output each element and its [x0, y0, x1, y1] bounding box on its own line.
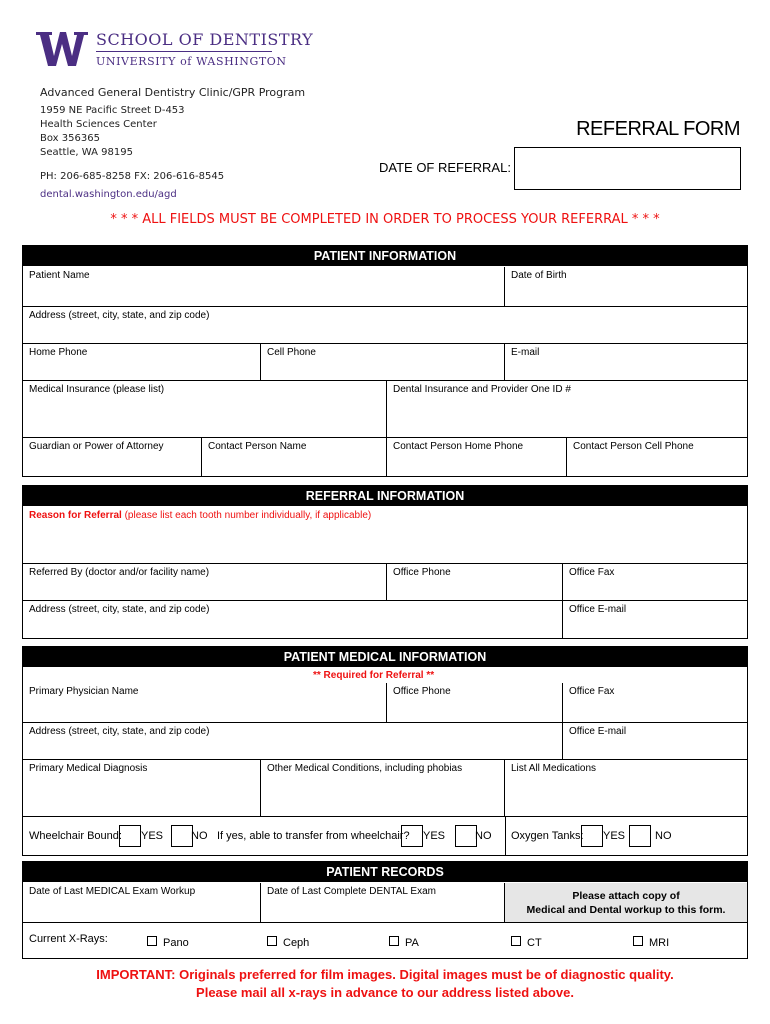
home-phone-label: Home Phone [29, 347, 88, 358]
ceph-checkbox[interactable] [267, 936, 277, 946]
transfer-label: If yes, able to transfer from wheelchair? [217, 830, 410, 842]
ct-label: CT [527, 937, 542, 949]
referral-address-label: Address (street, city, state, and zip code) [29, 604, 210, 615]
address-label: Address (street, city, state, and zip code) [29, 310, 210, 321]
email-field[interactable] [505, 344, 747, 381]
wheelchair-yes-checkbox[interactable] [119, 825, 141, 847]
uw-w-logo [36, 32, 88, 66]
referral-information-section [22, 485, 748, 639]
oxygen-divider [505, 817, 506, 855]
date-of-referral-field[interactable] [514, 147, 741, 190]
physician-address-label: Address (street, city, state, and zip code) [29, 726, 210, 737]
attach-workup-note [505, 883, 747, 923]
medical-exam-date-field[interactable] [23, 883, 261, 923]
other-conditions-field[interactable] [261, 760, 505, 817]
patient-name-field[interactable] [23, 267, 505, 307]
date-of-birth-field[interactable] [505, 267, 747, 307]
patient-address-field[interactable] [23, 307, 747, 344]
phone-fax: PH: 206-685-8258 FX: 206-616-8545 [40, 171, 225, 182]
dob-label: Date of Birth [511, 270, 567, 281]
dental-insurance-label: Dental Insurance and Provider One ID # [393, 384, 571, 395]
physician-phone-label: Office Phone [393, 686, 451, 697]
pano-checkbox[interactable] [147, 936, 157, 946]
pano-label: Pano [163, 937, 189, 949]
xrays-label: Current X-Rays: [29, 933, 108, 945]
street-address: 1959 NE Pacific Street D-453 [40, 105, 185, 116]
contact-home-label: Contact Person Home Phone [393, 441, 524, 452]
health-center: Health Sciences Center [40, 119, 157, 130]
oxygen-no-checkbox[interactable] [629, 825, 651, 847]
referral-office-phone-field[interactable] [387, 564, 563, 601]
referral-office-email-field[interactable] [563, 601, 747, 638]
important-line-1: IMPORTANT: Originals preferred for film images. Digital images must be of diagnostic quality. [96, 967, 674, 982]
physician-address-field[interactable] [23, 723, 563, 760]
ct-checkbox[interactable] [511, 936, 521, 946]
contact-home-phone-field[interactable] [387, 438, 567, 476]
cell-phone-field[interactable] [261, 344, 505, 381]
reason-note: (please list each tooth number individually, if applicable) [121, 510, 372, 521]
important-line-2: Please mail all x-rays in advance to our address listed above. [196, 985, 574, 1000]
primary-diagnosis-field[interactable] [23, 760, 261, 817]
wheelchair-label: Wheelchair Bound: [29, 830, 122, 842]
website-link[interactable]: dental.washington.edu/agd [40, 189, 177, 200]
transfer-no-label: NO [475, 830, 492, 842]
referral-address-field[interactable] [23, 601, 563, 638]
completion-warning: * * * ALL FIELDS MUST BE COMPLETED IN ORDER TO PROCESS YOUR REFERRAL * * * [110, 212, 660, 227]
physician-office-fax-field[interactable] [563, 683, 747, 723]
xray-ceph-option[interactable] [267, 936, 309, 949]
home-phone-field[interactable] [23, 344, 261, 381]
guardian-field[interactable] [23, 438, 202, 476]
dental-exam-label: Date of Last Complete DENTAL Exam [267, 886, 436, 897]
xray-pa-option[interactable] [389, 936, 419, 949]
xray-mri-option[interactable] [633, 936, 669, 949]
oxygen-no-label: NO [655, 830, 672, 842]
dental-exam-date-field[interactable] [261, 883, 505, 923]
required-note: ** Required for Referral ** [313, 670, 435, 681]
physician-office-phone-field[interactable] [387, 683, 563, 723]
contact-name-field[interactable] [202, 438, 387, 476]
physician-label: Primary Physician Name [29, 686, 139, 697]
wheelchair-no-label: NO [191, 830, 208, 842]
form-title: REFERRAL FORM [576, 118, 740, 140]
referral-office-fax-field[interactable] [563, 564, 747, 601]
mri-checkbox[interactable] [633, 936, 643, 946]
cell-phone-label: Cell Phone [267, 347, 316, 358]
email-label: E-mail [511, 347, 540, 358]
medications-field[interactable] [505, 760, 747, 817]
ceph-label: Ceph [283, 937, 310, 949]
transfer-yes-label: YES [423, 830, 446, 842]
oxygen-yes-label: YES [603, 830, 626, 842]
physician-fax-label: Office Fax [569, 686, 615, 697]
patient-records-section [22, 861, 748, 959]
patient-records-heading: PATIENT RECORDS [23, 862, 747, 882]
primary-physician-field[interactable] [23, 683, 387, 723]
contact-name-label: Contact Person Name [208, 441, 307, 452]
oxygen-yes-checkbox[interactable] [581, 825, 603, 847]
office-fax-label: Office Fax [569, 567, 615, 578]
medical-information-heading: PATIENT MEDICAL INFORMATION [23, 647, 747, 667]
contact-cell-phone-field[interactable] [567, 438, 747, 476]
other-conditions-label: Other Medical Conditions, including phobias [267, 763, 463, 774]
xray-ct-option[interactable] [511, 936, 542, 949]
medical-insurance-label: Medical Insurance (please list) [29, 384, 165, 395]
reason-label: Reason for Referral [29, 510, 122, 521]
guardian-label: Guardian or Power of Attorney [29, 441, 164, 452]
medical-information-section [22, 646, 748, 856]
physician-office-email-field[interactable] [563, 723, 747, 760]
referral-information-heading: REFERRAL INFORMATION [23, 486, 747, 506]
xray-pano-option[interactable] [147, 936, 189, 949]
diagnosis-label: Primary Medical Diagnosis [29, 763, 148, 774]
logo-divider [96, 51, 272, 52]
referred-by-label: Referred By (doctor and/or facility name) [29, 567, 210, 578]
wheelchair-yes-label: YES [141, 830, 164, 842]
program-name: Advanced General Dentistry Clinic/GPR Program [40, 86, 306, 99]
medical-insurance-field[interactable] [23, 381, 387, 438]
patient-information-heading: PATIENT INFORMATION [23, 246, 747, 266]
transfer-no-checkbox[interactable] [455, 825, 477, 847]
transfer-yes-checkbox[interactable] [401, 825, 423, 847]
patient-information-section [22, 245, 748, 477]
university-name: UNIVERSITY of WASHINGTON [96, 55, 287, 68]
pa-label: PA [405, 937, 419, 949]
city-state-zip: Seattle, WA 98195 [40, 147, 133, 158]
medical-exam-label: Date of Last MEDICAL Exam Workup [29, 886, 196, 897]
important-notice [0, 966, 770, 1002]
attach-line-2: Medical and Dental workup to this form. [526, 904, 726, 916]
pa-checkbox[interactable] [389, 936, 399, 946]
medications-label: List All Medications [511, 763, 597, 774]
office-phone-label: Office Phone [393, 567, 451, 578]
box-number: Box 356365 [40, 133, 100, 144]
physician-email-label: Office E-mail [569, 726, 627, 737]
mri-label: MRI [649, 937, 670, 949]
attach-line-1: Please attach copy of [572, 890, 680, 902]
oxygen-label: Oxygen Tanks: [511, 830, 584, 842]
wheelchair-no-checkbox[interactable] [171, 825, 193, 847]
referred-by-field[interactable] [23, 564, 387, 601]
reason-for-referral-field[interactable] [23, 507, 747, 564]
office-email-label: Office E-mail [569, 604, 627, 615]
contact-cell-label: Contact Person Cell Phone [573, 441, 694, 452]
school-name: SCHOOL OF DENTISTRY [96, 30, 314, 49]
patient-name-label: Patient Name [29, 270, 90, 281]
date-of-referral-label: DATE OF REFERRAL: [379, 160, 511, 175]
dental-insurance-field[interactable] [387, 381, 747, 438]
